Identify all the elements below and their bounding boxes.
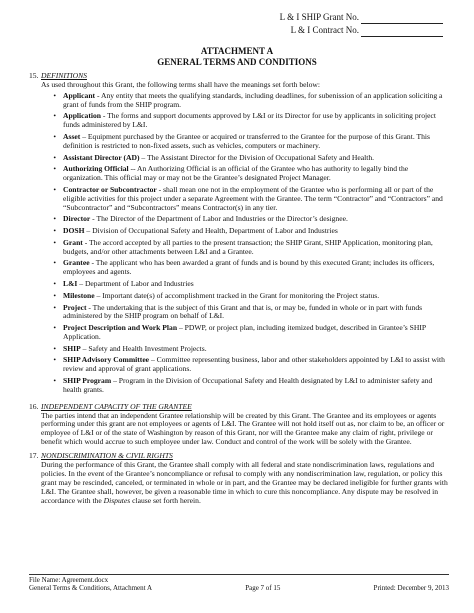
bullet-icon bbox=[41, 259, 63, 277]
definition-description: - The forms and support documents approved by L&I or its Director for use by applicants in soliciting project funds administered by L&I. bbox=[63, 111, 436, 130]
footer-file-name: File Name: Agreement.docx bbox=[29, 576, 109, 584]
disputes-reference: Disputes bbox=[103, 495, 131, 505]
definition-text bbox=[63, 377, 449, 395]
definition-description: – Important date(s) of accomplishment tracked in the Grant for monitoring the Project status. bbox=[94, 290, 380, 300]
grant-number-row bbox=[280, 11, 443, 24]
bullet-icon bbox=[41, 356, 63, 374]
definition-item bbox=[41, 92, 449, 110]
nondiscrimination-text-end: clause set forth herein. bbox=[130, 495, 201, 505]
section-independent-capacity bbox=[29, 403, 449, 448]
bullet-icon bbox=[41, 304, 63, 322]
section-body bbox=[41, 81, 449, 395]
definition-text bbox=[63, 227, 449, 236]
definition-item bbox=[41, 215, 449, 224]
definition-description: -- An Authorizing Official is an official of the Grantee who has authority to legally bind the organization. This official may or may not be the Grantee’s designated Project Manager. bbox=[63, 164, 409, 183]
definition-item bbox=[41, 133, 449, 151]
definition-text bbox=[63, 259, 449, 277]
definition-item bbox=[41, 227, 449, 236]
definition-term: Project Description and Work Plan bbox=[63, 323, 178, 333]
bullet-icon bbox=[41, 154, 63, 163]
attachment-title: ATTACHMENT A bbox=[200, 46, 274, 56]
bullet-icon bbox=[41, 186, 63, 213]
definition-term: SHIP Program bbox=[63, 376, 112, 386]
definition-description: – Division of Occupational Safety and Health, Department of Labor and Industries bbox=[84, 226, 338, 236]
nondiscrimination-text-main: During the performance of this Grant, the Grantee shall comply with all federal and state nondiscrimination laws, regulations and policies. In the event of the Grantee’s noncompliance or refusal to comply with any nondiscrimination law, regulation, or policy this grant may be rescinded, canceled, or terminated in whole or in part, and the Grantee may be declared ineligible for further grants with L&I. The Grantee shall, however, be given a reasonable time in which to cure this noncompliance. Any dispute may be resolved in accordance with the bbox=[41, 460, 448, 505]
grant-number-blank bbox=[361, 13, 443, 24]
definitions-list bbox=[41, 92, 449, 395]
bullet-icon bbox=[41, 165, 63, 183]
section-body bbox=[41, 461, 449, 506]
independent-capacity-text: The parties intend that an independent Grantee relationship will be created by this Grant. The Grantee and its employees or agents performing under this grant are not employees or agents of L&I. The Grantee will not hold itself out as, nor claim to be, an officer or employee of L&I or of the state of Washington by reason of this Grant, nor will the Grantee make any claim of right, privilege or benefit which would accrue to such employee under law. Conduct and control of the work will be solely with the Grantee. bbox=[41, 410, 445, 447]
attachment-subtitle: GENERAL TERMS AND CONDITIONS bbox=[157, 57, 317, 67]
definition-term: Applicant bbox=[63, 90, 96, 100]
definition-text bbox=[63, 292, 449, 301]
section-number: 17. bbox=[29, 451, 39, 461]
definition-item bbox=[41, 259, 449, 277]
definition-description: - Any entity that meets the qualifying standards, including deadlines, for subenission of an application soliciting a grant of funds from the SHIP program. bbox=[63, 90, 443, 109]
definition-item bbox=[41, 280, 449, 289]
definition-text bbox=[63, 304, 449, 322]
definition-item bbox=[41, 324, 449, 342]
definition-description: – PDWP, or project plan, including itemized budget, described in Grantee’s SHIP Application. bbox=[63, 323, 426, 342]
definition-item bbox=[41, 292, 449, 301]
definition-term: Asset bbox=[63, 132, 81, 142]
footer-document-title: General Terms & Conditions, Attachment A bbox=[29, 584, 153, 592]
section-title: NONDISCRIMINATION & CIVIL RIGHTS bbox=[41, 451, 173, 461]
section-nondiscrimination bbox=[29, 452, 449, 505]
definition-text bbox=[63, 280, 449, 289]
bullet-icon bbox=[41, 280, 63, 289]
bullet-icon bbox=[41, 377, 63, 395]
definition-term: Grant bbox=[63, 237, 83, 247]
definition-item bbox=[41, 154, 449, 163]
bullet-icon bbox=[41, 292, 63, 301]
nondiscrimination-text bbox=[41, 461, 449, 506]
bullet-icon bbox=[41, 239, 63, 257]
definition-description: – Committee representing business, labor and other stakeholders appointed by L&I to assist with review and approval of grant applications. bbox=[63, 355, 445, 374]
bullet-icon bbox=[41, 133, 63, 151]
footer-divider bbox=[29, 574, 449, 575]
section-title: DEFINITIONS bbox=[41, 71, 87, 80]
definition-description: - The undertaking that is the subject of this Grant and that is, or may be, funded in whole or in part with funds administered by the SHIP program on behalf of L&I. bbox=[63, 302, 423, 321]
contract-number-row bbox=[280, 24, 443, 37]
section-definitions bbox=[29, 72, 449, 395]
definition-term: Project bbox=[63, 302, 87, 312]
footer-printed-date: Printed: December 9, 2013 bbox=[373, 584, 449, 592]
definition-description: - The applicant who has been awarded a grant of funds and is bound by this executed Grant; includes its officers, employees and agents. bbox=[63, 258, 435, 277]
definition-text bbox=[63, 112, 449, 130]
definition-text bbox=[63, 165, 449, 183]
definition-term: Milestone bbox=[63, 290, 95, 300]
definition-description: – Department of Labor and Industries bbox=[77, 279, 194, 289]
definition-description: - shall mean one not in the employment of the Grantee who is performing all or part of the eligible activities for this project under a separate Agreement with the Grantee. The term “Contractor” and “Contractors” and “Subcontractor” and “Subcontractors” means Contractor(s) in any tier. bbox=[63, 184, 443, 212]
bullet-icon bbox=[41, 227, 63, 236]
bullet-icon bbox=[41, 215, 63, 224]
bullet-icon bbox=[41, 324, 63, 342]
bullet-icon bbox=[41, 92, 63, 110]
definition-item bbox=[41, 112, 449, 130]
definition-item bbox=[41, 304, 449, 322]
definition-description: – Equipment purchased by the Grantee or acquired or transferred to the Grantee for the purpose of this Grant. This definition is restricted to non-fixed assets, such as vehicles, computers or machinery. bbox=[63, 132, 430, 150]
definition-description: - The Director of the Department of Labor and Industries or the Director’s designee. bbox=[90, 214, 348, 224]
grant-number-header bbox=[280, 11, 443, 37]
definition-text bbox=[63, 92, 449, 110]
footer-info bbox=[29, 584, 449, 592]
definition-text bbox=[63, 324, 449, 342]
definition-text bbox=[63, 133, 449, 151]
definition-description: – Program in the Division of Occupational Safety and Health designated by L&I to administer safety and health grants. bbox=[63, 376, 433, 394]
footer-page-number: Page 7 of 15 bbox=[245, 584, 281, 592]
definition-text bbox=[63, 186, 449, 213]
bullet-icon bbox=[41, 112, 63, 130]
definition-text bbox=[63, 345, 449, 354]
section-number: 16. bbox=[29, 401, 39, 411]
document-body bbox=[29, 72, 449, 506]
section-title: INDEPENDENT CAPACITY OF THE GRANTEE bbox=[41, 401, 192, 411]
contract-number-label: L & I Contract No. bbox=[290, 25, 359, 35]
definition-item bbox=[41, 345, 449, 354]
definition-text bbox=[63, 239, 449, 257]
definition-term: SHIP bbox=[63, 343, 81, 353]
definition-item bbox=[41, 356, 449, 374]
definition-text bbox=[63, 356, 449, 374]
grant-number-label: L & I SHIP Grant No. bbox=[279, 12, 359, 22]
definition-description: – Safety and Health Investment Projects. bbox=[80, 343, 207, 353]
definition-description: - The accord accepted by all parties to the present transaction; the SHIP Grant, SHIP Application, monitoring plan, budgets, and/or other attachments between L&I and a Grantee. bbox=[63, 237, 433, 256]
definition-item bbox=[41, 186, 449, 213]
definition-item bbox=[41, 377, 449, 395]
definition-term: Contractor or Subcontractor bbox=[63, 184, 157, 194]
bullet-icon bbox=[41, 345, 63, 354]
definition-description: – The Assistant Director for the Division of Occupational Safety and Health. bbox=[139, 152, 375, 162]
definition-item bbox=[41, 239, 449, 257]
definition-term: Director bbox=[63, 214, 91, 224]
definition-text bbox=[63, 154, 449, 163]
definition-item bbox=[41, 165, 449, 183]
definitions-intro: As used throughout this Grant, the following terms shall have the meanings set forth below: bbox=[41, 79, 321, 89]
definition-term: L&I bbox=[63, 279, 78, 289]
definition-term: Assistant Director (AD) bbox=[63, 152, 140, 162]
definition-term: Authorizing Official bbox=[63, 164, 129, 174]
section-number: 15. bbox=[29, 71, 39, 80]
definition-term: DOSH bbox=[63, 226, 85, 236]
definition-term: Grantee bbox=[63, 258, 90, 268]
contract-number-blank bbox=[361, 26, 443, 37]
section-body bbox=[41, 412, 449, 448]
definition-term: SHIP Advisory Committee bbox=[63, 355, 150, 365]
definition-text bbox=[63, 215, 449, 224]
definition-term: Application bbox=[63, 111, 101, 121]
